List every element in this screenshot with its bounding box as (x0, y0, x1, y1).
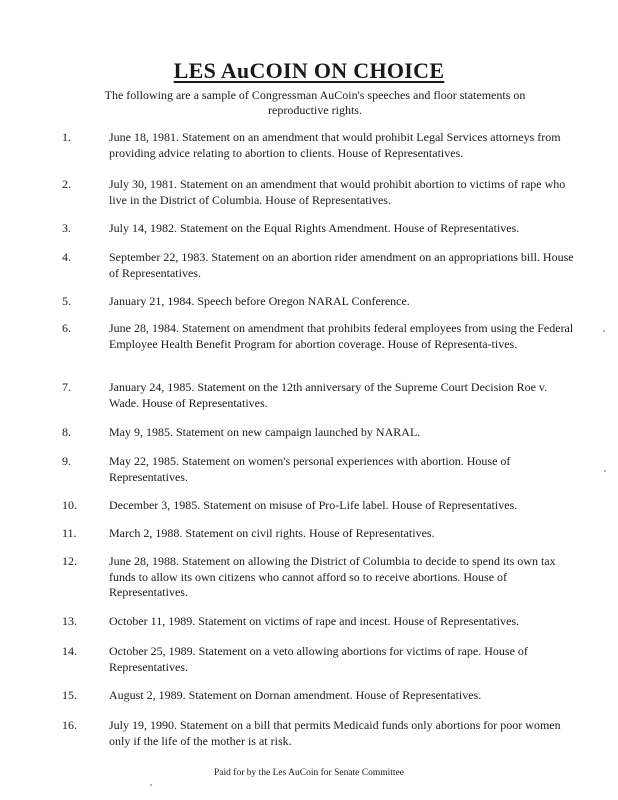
item-text: September 22, 1983. Statement on an abortion rider amendment on an appropriations bill. House of Representatives. (109, 250, 574, 280)
item-number: 3. (62, 221, 71, 235)
footer-disclaimer: Paid for by the Les AuCoin for Senate Committee (214, 768, 404, 778)
item-text: October 11, 1989. Statement on victims of rape and incest. House of Representatives. (109, 614, 520, 628)
item-number: 14. (62, 644, 77, 658)
item-text: May 9, 1985. Statement on new campaign launched by NARAL. (109, 425, 421, 439)
item-text: June 28, 1988. Statement on allowing the District of Columbia to decide to spend its own tax funds to allow its own citizens who cannot afford so to receive abortions. House of Representatives. (109, 554, 556, 599)
item-number: 10. (62, 498, 77, 512)
page-title: LES AuCOIN ON CHOICE (173, 58, 445, 83)
item-text: June 28, 1984. Statement on amendment that prohibits federal employees from using the Federal Employee Health Benefit Program for abortion coverage. House of Representa-tives. (109, 321, 574, 351)
item-number: 11. (62, 526, 77, 540)
item-number: 6. (62, 321, 71, 335)
item-text: January 24, 1985. Statement on the 12th anniversary of the Supreme Court Decision Roe v. Wade. House of Representatives. (109, 380, 548, 410)
item-text: July 30, 1981. Statement on an amendment that would prohibit abortion to victims of rape who live in the District of Columbia. House of Representatives. (109, 177, 566, 207)
item-text: May 22, 1985. Statement on women's personal experiences with abortion. House of Representatives. (109, 454, 511, 484)
item-number: 1. (62, 130, 71, 144)
item-number: 16. (62, 718, 77, 732)
item-text: March 2, 1988. Statement on civil rights. House of Representatives. (109, 526, 435, 540)
item-text: August 2, 1989. Statement on Dornan amendment. House of Representatives. (109, 688, 482, 702)
item-number: 13. (62, 614, 77, 628)
item-text: July 14, 1982. Statement on the Equal Rights Amendment. House of Representatives. (109, 221, 520, 235)
item-text: July 19, 1990. Statement on a bill that permits Medicaid funds only abortions for poor women only if the life of the mother is at risk. (109, 718, 561, 748)
scan-speck (150, 784, 152, 786)
item-number: 15. (62, 688, 77, 702)
item-text: December 3, 1985. Statement on misuse of Pro-Life label. House of Representatives. (109, 498, 518, 512)
item-number: 4. (62, 250, 71, 264)
item-number: 2. (62, 177, 71, 191)
item-text: June 18, 1981. Statement on an amendment that would prohibit Legal Services attorneys from providing advice relating to abortion to clients. House of Representatives. (109, 130, 561, 160)
intro-text: The following are a sample of Congressman AuCoin's speeches and floor statements on reproductive rights. (104, 88, 526, 117)
scan-speck (604, 470, 606, 472)
item-number: 12. (62, 554, 77, 568)
item-number: 9. (62, 454, 71, 468)
item-text: October 25, 1989. Statement on a veto allowing abortions for victims of rape. House of Representatives. (109, 644, 528, 674)
item-number: 7. (62, 380, 71, 394)
item-number: 8. (62, 425, 71, 439)
item-number: 5. (62, 294, 71, 308)
scan-speck (603, 330, 605, 332)
item-text: January 21, 1984. Speech before Oregon NARAL Conference. (109, 294, 410, 308)
